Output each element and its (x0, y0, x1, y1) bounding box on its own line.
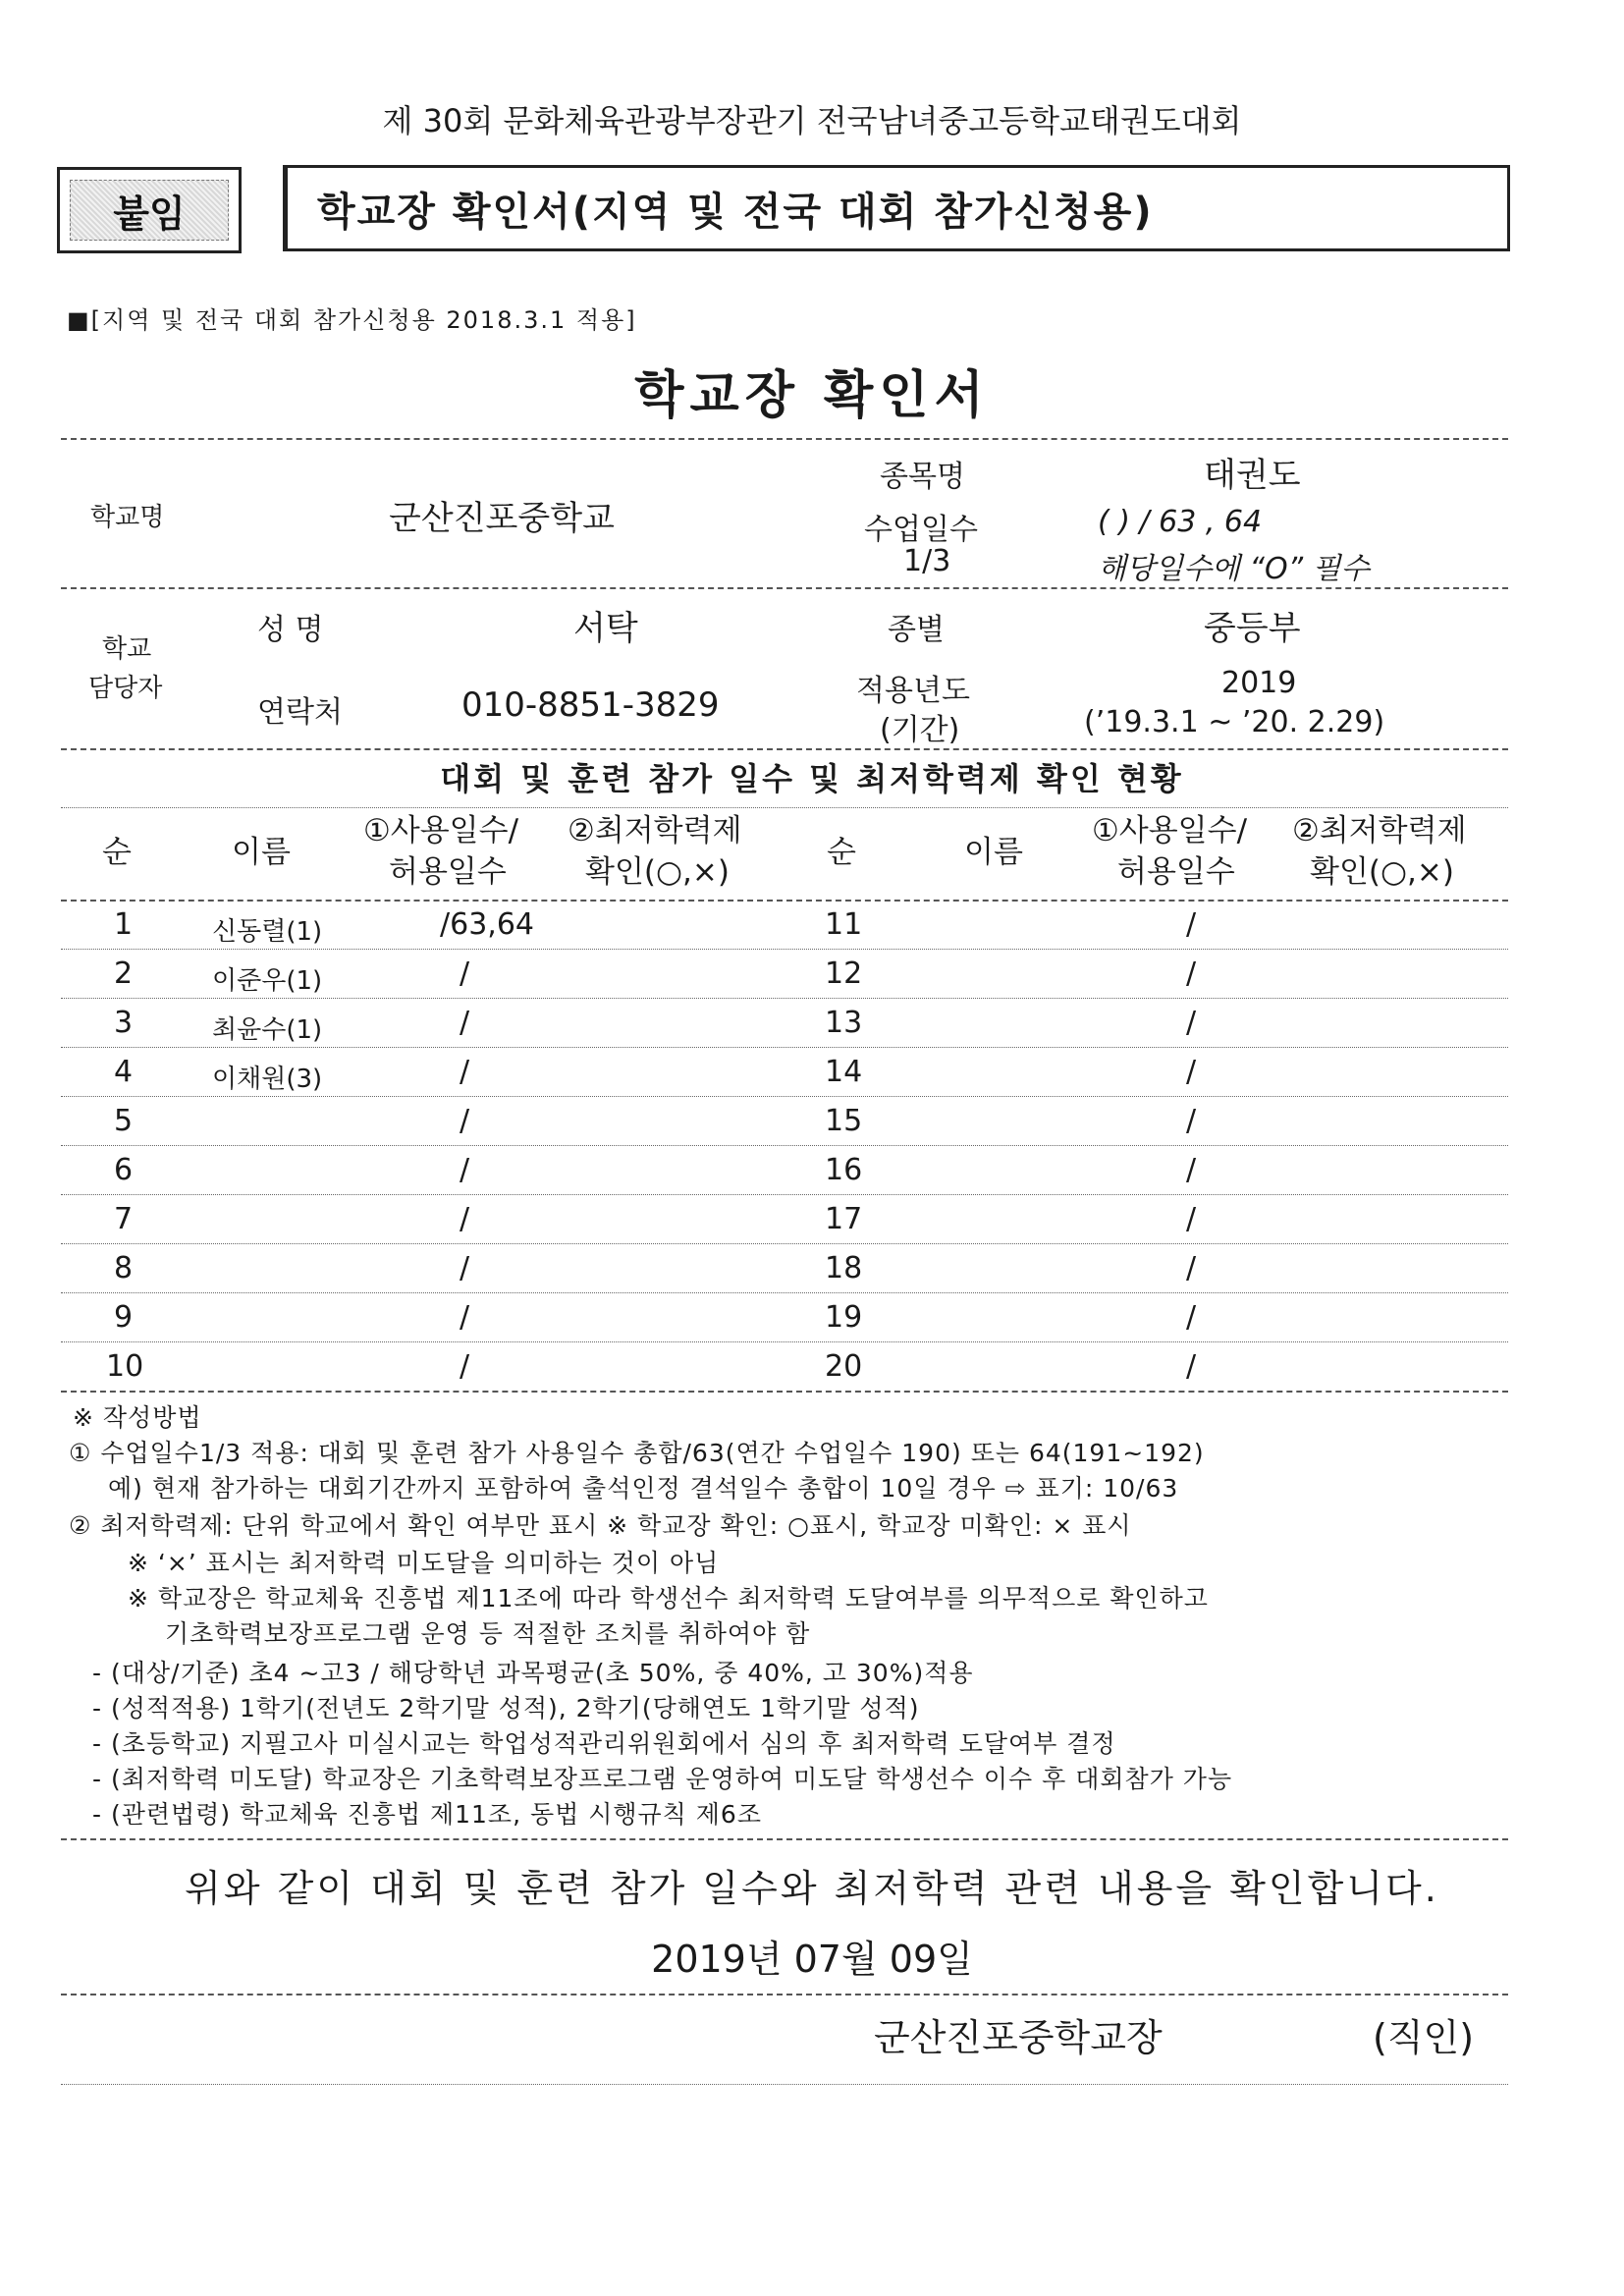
application-note: ■[지역 및 전국 대회 참가신청용 2018.3.1 적용] (67, 306, 637, 334)
divider (61, 900, 1508, 902)
row-no: 2 (114, 957, 134, 991)
instruction-line: - (초등학교) 지필고사 미실시교는 학업성적관리위원회에서 심의 후 최저학력 도달여부 결정 (92, 1729, 1116, 1758)
row-no: 6 (114, 1153, 134, 1187)
confirmation-statement: 위와 같이 대회 및 훈련 참가 일수와 최저학력 관련 내용을 확인합니다. (185, 1867, 1439, 1910)
class-days-note: 해당일수에 “O” 필수 (1098, 552, 1370, 586)
row-name: 이준우(1) (212, 966, 323, 996)
row-no: 8 (114, 1251, 134, 1285)
row-days: / (1186, 907, 1197, 942)
row-no: 10 (106, 1349, 144, 1384)
class-days-ratio-label: 1/3 (903, 544, 951, 578)
attachment-box (57, 167, 242, 253)
row-days: / (460, 1006, 470, 1040)
page-title: 학교장 확인서 (634, 366, 990, 425)
period-value: (’19.3.1 ~ ’20. 2.29) (1084, 705, 1385, 739)
table-title: 대회 및 훈련 참가 일수 및 최저학력제 확인 현황 (440, 760, 1184, 797)
row-no: 19 (825, 1300, 863, 1335)
document-date: 2019년 07월 09일 (651, 1938, 973, 1981)
divider (61, 1341, 1508, 1342)
header-allowed-days: 허용일수 (1117, 854, 1235, 890)
instruction-line: ① 수업일수1/3 적용: 대회 및 훈련 참가 사용일수 총합/63(연간 수업일수 190) 또는 64(191~192) (69, 1439, 1205, 1467)
contact-value: 010-8851-3829 (461, 685, 720, 725)
name-label: 성 명 (257, 613, 324, 647)
divider (61, 1292, 1508, 1293)
event-value: 태권도 (1204, 456, 1301, 495)
divider (61, 748, 1508, 750)
attachment-label: 붙임 (70, 180, 229, 241)
instruction-line: 예) 현재 참가하는 대회기간까지 포함하여 출석인정 결석일수 총합이 10일 경우 ⇨ 표기: 10/63 (108, 1474, 1179, 1503)
header-no: 순 (102, 835, 132, 870)
row-no: 13 (825, 1006, 863, 1040)
division-value: 중등부 (1204, 609, 1301, 648)
row-days: / (1186, 1006, 1197, 1040)
document-title-box: 학교장 확인서(지역 및 전국 대회 참가신청용) (283, 165, 1510, 251)
class-days-label: 수업일수 (864, 513, 978, 547)
manager-label: 학교 (102, 634, 152, 664)
row-days: / (1186, 1153, 1197, 1187)
school-value: 군산진포중학교 (389, 499, 615, 538)
official-seal: (직인) (1373, 2016, 1475, 2059)
instruction-line: 기초학력보장프로그램 운영 등 적절한 조치를 취하여야 함 (165, 1619, 811, 1648)
row-days: / (1186, 1202, 1197, 1236)
year-period-label: (기간) (880, 713, 960, 747)
divider (61, 1243, 1508, 1244)
divider (61, 1145, 1508, 1146)
row-days: / (460, 1104, 470, 1138)
event-title: 제 30회 문화체육관광부장관기 전국남녀중고등학교태권도대회 (382, 102, 1242, 139)
divider (61, 1194, 1508, 1195)
header-min-grade-check: 확인(○,×) (585, 854, 730, 890)
row-days: / (1186, 1349, 1197, 1384)
row-name: 최윤수(1) (212, 1015, 323, 1045)
row-no: 20 (825, 1349, 863, 1384)
row-no: 7 (114, 1202, 134, 1236)
row-days: / (1186, 1300, 1197, 1335)
divider (61, 587, 1508, 589)
header-used-days: ①사용일수/ (363, 813, 519, 848)
row-no: 17 (825, 1202, 863, 1236)
divider (61, 1391, 1508, 1393)
instruction-line: - (대상/기준) 초4 ~고3 / 해당학년 과목평균(초 50%, 중 40%, 고 30%)적용 (92, 1659, 974, 1687)
instruction-line: ※ 학교장은 학교체육 진흥법 제11조에 따라 학생선수 최저학력 도달여부를 의무적으로 확인하고 (128, 1584, 1209, 1613)
contact-label: 연락처 (257, 695, 343, 730)
divider (61, 1047, 1508, 1048)
row-no: 5 (114, 1104, 134, 1138)
row-days: / (460, 1300, 470, 1335)
header-min-grade-check: 확인(○,×) (1310, 854, 1454, 890)
manager-label-2: 담당자 (88, 674, 163, 703)
row-days: / (460, 957, 470, 991)
instruction-line: - (최저학력 미도달) 학교장은 기초학력보장프로그램 운영하여 미도달 학생선수 이수 후 대회참가 가능 (92, 1765, 1233, 1793)
school-label: 학교명 (90, 503, 165, 532)
row-no: 11 (825, 907, 863, 942)
class-days-value: ( ) / 63 , 64 (1098, 505, 1263, 539)
header-name: 이름 (964, 835, 1023, 870)
row-days: / (460, 1202, 470, 1236)
row-no: 12 (825, 957, 863, 991)
row-no: 3 (114, 1006, 134, 1040)
header-min-grade: ②최저학력제 (1292, 813, 1467, 848)
divider (61, 998, 1508, 999)
instruction-line: - (관련법령) 학교체육 진흥법 제11조, 동법 시행규칙 제6조 (92, 1800, 762, 1829)
row-days: / (460, 1349, 470, 1384)
row-no: 1 (114, 907, 134, 942)
header-name: 이름 (232, 835, 291, 870)
name-value: 서탁 (573, 609, 638, 648)
row-no: 4 (114, 1055, 134, 1089)
row-no: 18 (825, 1251, 863, 1285)
row-days: / (1186, 1055, 1197, 1089)
principal-name: 군산진포중학교장 (874, 2016, 1163, 2059)
header-no: 순 (827, 835, 856, 870)
row-days: / (1186, 1251, 1197, 1285)
row-no: 14 (825, 1055, 863, 1089)
instruction-line: ※ ‘×’ 표시는 최저학력 미도달을 의미하는 것이 아님 (128, 1549, 720, 1577)
divider (61, 1838, 1508, 1840)
divider (61, 1096, 1508, 1097)
row-days: /63,64 (440, 907, 534, 942)
instruction-line: ② 최저학력제: 단위 학교에서 확인 여부만 표시 ※ 학교장 확인: ○표시, 학교장 미확인: × 표시 (69, 1511, 1132, 1540)
row-days: / (1186, 957, 1197, 991)
row-no: 9 (114, 1300, 134, 1335)
event-label: 종목명 (880, 460, 965, 494)
year-value: 2019 (1221, 666, 1297, 700)
row-name: 신동렬(1) (212, 917, 323, 947)
row-no: 16 (825, 1153, 863, 1187)
divider (61, 1994, 1508, 1995)
instructions-heading: ※ 작성방법 (73, 1403, 202, 1432)
divider (61, 949, 1508, 950)
divider (61, 807, 1508, 808)
row-days: / (460, 1055, 470, 1089)
row-name: 이채원(3) (212, 1065, 323, 1094)
row-days: / (460, 1251, 470, 1285)
year-label: 적용년도 (856, 674, 970, 708)
header-allowed-days: 허용일수 (389, 854, 507, 890)
division-label: 종별 (888, 613, 945, 647)
row-days: / (1186, 1104, 1197, 1138)
divider (61, 2084, 1508, 2085)
divider (61, 438, 1508, 440)
row-no: 15 (825, 1104, 863, 1138)
instruction-line: - (성적적용) 1학기(전년도 2학기말 성적), 2학기(당해연도 1학기말 성적) (92, 1694, 920, 1722)
row-days: / (460, 1153, 470, 1187)
header-min-grade: ②최저학력제 (568, 813, 742, 848)
header-used-days: ①사용일수/ (1092, 813, 1248, 848)
